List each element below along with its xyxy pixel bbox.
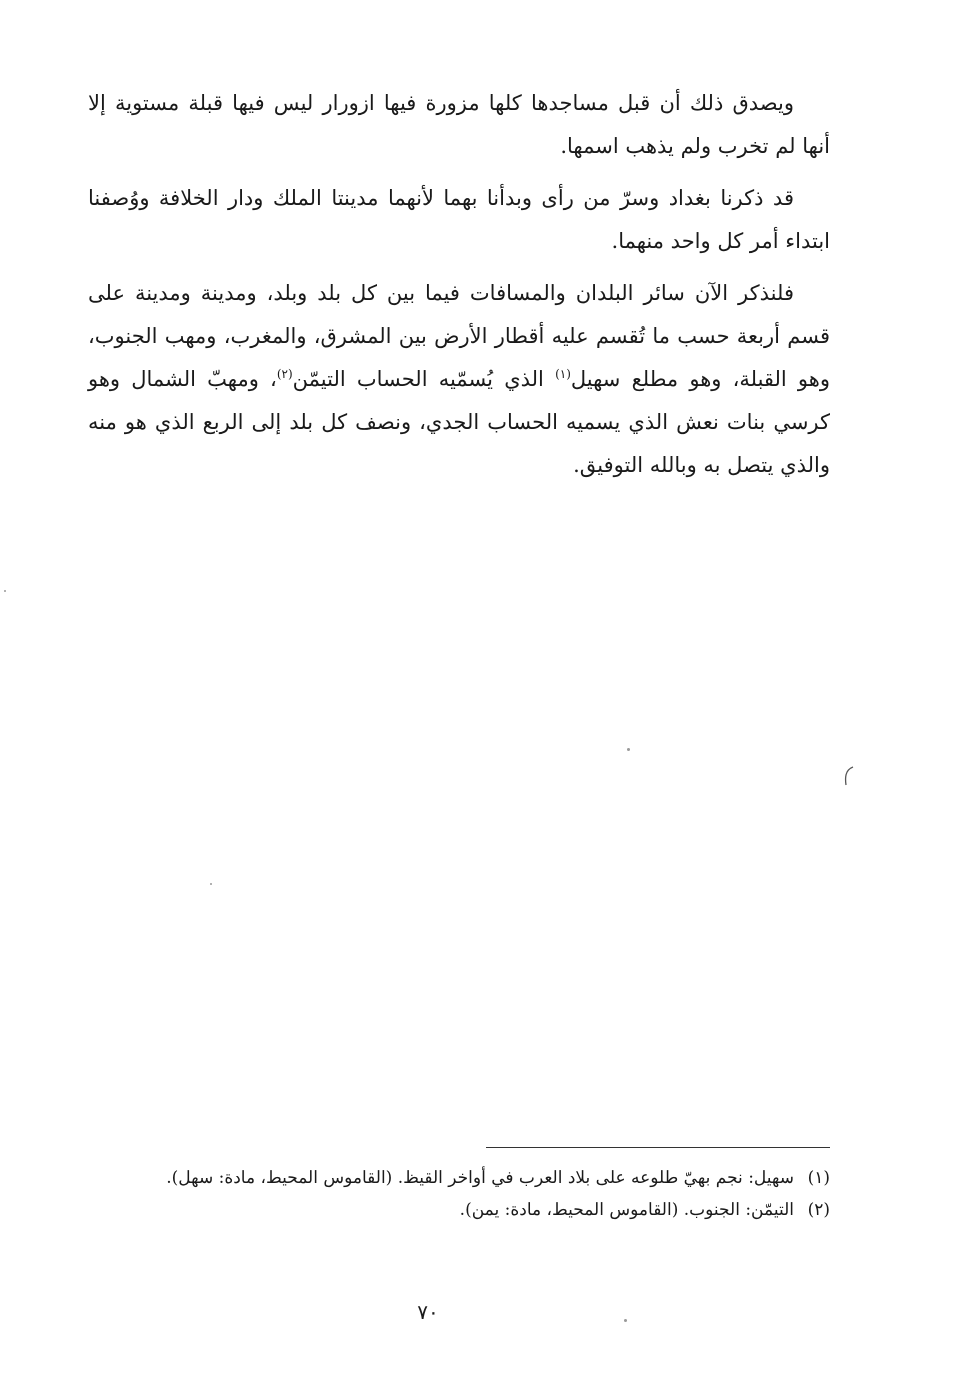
footnotes xyxy=(88,1162,830,1226)
footnote-reference-1[interactable]: (١) xyxy=(555,367,571,381)
page-number: ٧٠ xyxy=(417,1300,439,1324)
main-text xyxy=(88,82,830,496)
footnote-reference-2[interactable]: (٢) xyxy=(276,367,293,381)
scan-mark-icon xyxy=(842,764,856,786)
scan-speck xyxy=(627,748,630,751)
footnote-1 xyxy=(88,1162,830,1194)
scan-speck xyxy=(210,883,212,885)
footnote-2 xyxy=(88,1194,830,1226)
scan-speck xyxy=(4,590,6,592)
paragraph-1: ويصدق ذلك أن قبل مساجدها كلها مزورة فيها ازورار ليس فيها قبلة مستوية إلا أنها لم تخرب ولم يذهب اسمها. xyxy=(88,91,830,158)
footnote-text: التيمّن: الجنوب. (القاموس المحيط، مادة: يمن). xyxy=(459,1200,794,1220)
paragraph-3-part-2: الذي يُسمّيه الحساب التيمّن xyxy=(292,367,556,391)
paragraph-3-part-1: فلنذكر الآن سائر البلدان والمسافات فيما بين كل بلد وبلد، ومدينة ومدينة على قسم أربعة حسب ما تُقسم عليه أقطار الأرض بين المشرق، والمغرب، ومهب الجنوب، وهو القبلة، وهو مطلع سهيل xyxy=(88,281,830,391)
paragraph-3-part-3: ، ومهبّ الشمال وهو كرسي بنات نعش الذي يسميه الحساب الجدي، ونصف كل بلد إلى الربع الذي هو منه والذي يتصل به وبالله التوفيق. xyxy=(88,367,830,477)
paragraph-3 xyxy=(88,272,830,487)
footnote-number: (١) xyxy=(807,1168,830,1188)
scan-speck xyxy=(624,1319,627,1322)
paragraph-2: قد ذكرنا بغداد وسرّ من رأى وبدأنا بهما لأنهما مدينتا الملك ودار الخلافة ووُصفنا ابتداء أمر كل واحد منهما. xyxy=(88,186,830,253)
footnote-text: سهيل: نجم بهيّ طلوعه على بلاد العرب في أواخر القيظ. (القاموس المحيط، مادة: سهل). xyxy=(166,1168,794,1188)
footnote-divider xyxy=(486,1147,830,1148)
footnote-number: (٢) xyxy=(807,1200,830,1220)
